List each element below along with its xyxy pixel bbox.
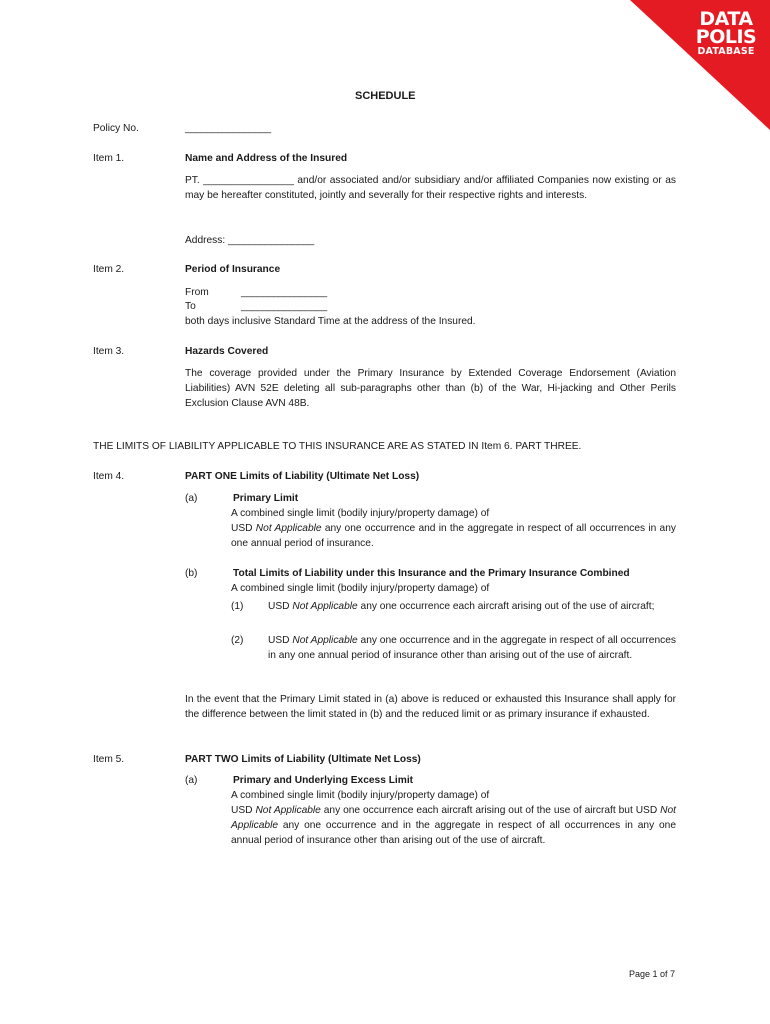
item3-label: Item 3.	[93, 346, 125, 357]
item4-b-line1: A combined single limit (bodily injury/property damage) of	[231, 583, 490, 594]
item2-from-label: From	[185, 287, 209, 298]
item2-to-label: To	[185, 301, 196, 312]
datapolis-logo	[630, 0, 770, 130]
item4-heading: PART ONE Limits of Liability (Ultimate Net Loss)	[185, 471, 420, 482]
limits-statement: THE LIMITS OF LIABILITY APPLICABLE TO THIS INSURANCE ARE AS STATED IN Item 6. PART THREE.	[93, 441, 582, 452]
item5-a-usd: USD	[231, 805, 253, 816]
item4-b1-usd: USD	[268, 601, 290, 612]
item4-b-heading: Total Limits of Liability under this Insurance and the Primary Insurance Combined	[233, 568, 630, 579]
item3-text: The coverage provided under the Primary Insurance by Extended Coverage Endorsement (Aviation Liabilities) AVN 52E deleting all sub-paragraphs other than (b) of the War, Hi-jacking and Other Perils Exclusion Clause AVN 48B.	[185, 368, 676, 409]
item5-a-mid: any one occurrence each aircraft arising out of the use of aircraft but USD	[323, 805, 658, 816]
item5-a-not-applicable-1: Not Applicable	[255, 805, 321, 816]
item4-b2-not-applicable: Not Applicable	[292, 635, 358, 646]
item5-a-heading: Primary and Underlying Excess Limit	[233, 775, 414, 786]
item1-address-line	[185, 233, 314, 248]
item4-b1-rest: any one occurrence each aircraft arising out of the use of aircraft;	[360, 601, 655, 612]
logo-line-1: DATA	[699, 8, 753, 30]
policy-no-label: Policy No.	[93, 123, 139, 134]
item1-address-value: ________________	[228, 235, 314, 246]
item4-b2-marker: (2)	[231, 635, 244, 646]
item2-note: both days inclusive Standard Time at the address of the Insured.	[185, 316, 476, 327]
item4-a-not-applicable: Not Applicable	[255, 523, 322, 534]
item5-a-not-applicable-2: Not Applicable	[231, 805, 676, 831]
item4-a-heading: Primary Limit	[233, 493, 299, 504]
item2-to-value: ________________	[241, 301, 327, 312]
item5-a-line1: A combined single limit (bodily injury/property damage) of	[231, 790, 490, 801]
schedule-title: SCHEDULE	[355, 90, 416, 102]
item4-b1-marker: (1)	[231, 601, 244, 612]
item1-address-label: Address:	[185, 235, 226, 246]
item4-b2-text	[268, 633, 676, 663]
item2-heading: Period of Insurance	[185, 264, 281, 275]
logo-line-2: POLIS	[695, 26, 757, 48]
item4-b-marker: (b)	[185, 568, 198, 579]
item4-a-text	[231, 521, 676, 551]
item4-a-usd: USD	[231, 523, 253, 534]
item4-b2-usd: USD	[268, 635, 290, 646]
item2-label: Item 2.	[93, 264, 125, 275]
item5-heading: PART TWO Limits of Liability (Ultimate Net Loss)	[185, 754, 421, 765]
logo-wordmark	[690, 10, 762, 58]
item3-heading: Hazards Covered	[185, 346, 269, 357]
item1-label: Item 1.	[93, 153, 125, 164]
logo-line-3: DATABASE	[697, 46, 755, 57]
item5-a-marker: (a)	[185, 775, 198, 786]
item2-from-value: ________________	[241, 287, 327, 298]
item5-a-text	[231, 803, 676, 848]
page-number: Page 1 of 7	[629, 969, 676, 979]
item1-heading: Name and Address of the Insured	[185, 153, 348, 164]
item5-label: Item 5.	[93, 754, 125, 765]
item5-a-rest: any one occurrence and in the aggregate in respect of all occurrences in any one annual period of insurance other than arising out of the use of aircraft.	[231, 820, 676, 846]
item4-label: Item 4.	[93, 471, 125, 482]
item4-b2-rest: any one occurrence and in the aggregate in respect of all occurrences in any one annual period of insurance other than arising out of the use of aircraft.	[268, 635, 676, 661]
item4-b1-text	[268, 599, 676, 614]
item4-a-rest: any one occurrence and in the aggregate in respect of all occurrences in any one annual period of insurance.	[231, 523, 676, 549]
item4-b1-not-applicable: Not Applicable	[292, 601, 358, 612]
item4-closing: In the event that the Primary Limit stated in (a) above is reduced or exhausted this Insurance shall apply for the difference between the limit stated in (b) and the reduced limit or as primary insurance if exhausted.	[185, 694, 676, 720]
policy-no-value: ________________	[185, 123, 271, 134]
item4-a-marker: (a)	[185, 493, 198, 504]
item4-a-line1: A combined single limit (bodily injury/property damage) of	[231, 508, 490, 519]
item1-insured-text: PT. ________________ and/or associated and/or subsidiary and/or affiliated Companies now existing or as may be hereafter constituted, jointly and severally for their respective rights and interests.	[185, 175, 676, 201]
